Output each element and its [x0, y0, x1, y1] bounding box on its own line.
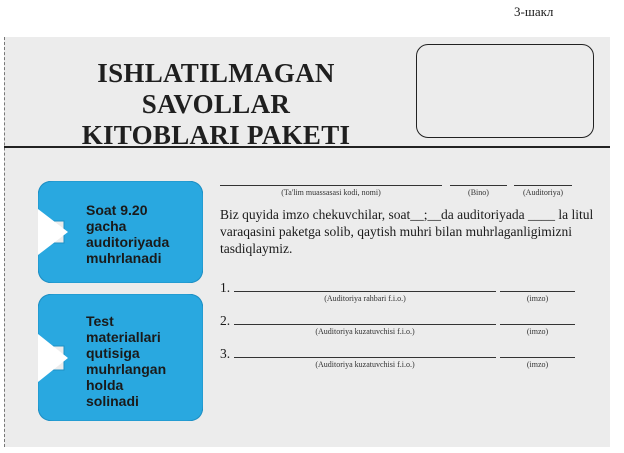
room-caption: (Auditoriya): [523, 188, 563, 197]
step-2-callout: [38, 294, 203, 421]
signature-caption: (imzo): [526, 360, 549, 369]
step-1-callout: [38, 181, 203, 283]
header-divider: [4, 146, 610, 148]
statement-text: Biz quyida imzo chekuvchilar, soat__;__da auditoriyada ____ la litul varaqasini paketga solib, qaytish muhri bilan muhrlaganligimizni tasdiqlaymiz.: [220, 207, 594, 256]
signature-number: 2.: [220, 313, 231, 328]
step-1-text: Soat 9.20 gacha auditoriyada muhrlanadi: [86, 202, 170, 266]
institution-field[interactable]: [220, 185, 442, 186]
name-caption: (Auditoriya kuzatuvchisi f.i.o.): [315, 327, 415, 336]
signature-number: 1.: [220, 280, 231, 295]
building-caption: (Bino): [468, 188, 489, 197]
cut-line: [4, 37, 5, 447]
signature-field[interactable]: [500, 357, 575, 358]
page-title: [20, 58, 412, 151]
signature-caption: (imzo): [526, 294, 549, 303]
name-caption: (Auditoriya kuzatuvchisi f.i.o.): [315, 360, 415, 369]
observer-1-name-field[interactable]: [234, 324, 496, 325]
signature-field[interactable]: [500, 291, 575, 292]
signature-field[interactable]: [500, 324, 575, 325]
signature-caption: (imzo): [526, 327, 549, 336]
rahbar-name-field[interactable]: [234, 291, 496, 292]
step-2-text: Test materiallari qutisiga muhrlangan holda solinadi: [86, 313, 167, 409]
signature-number: 3.: [220, 346, 231, 361]
title-line-1: ISHLATILMAGAN SAVOLLAR: [97, 58, 335, 119]
stamp-box: [416, 44, 594, 138]
form-number: 3-шакл: [514, 4, 554, 19]
title-line-2: KITOBLARI PAKETI: [81, 120, 351, 150]
room-field[interactable]: [514, 185, 572, 186]
institution-caption: (Ta'lim muassasasi kodi, nomi): [281, 188, 381, 197]
name-caption: (Auditoriya rahbari f.i.o.): [324, 294, 406, 303]
observer-2-name-field[interactable]: [234, 357, 496, 358]
building-field[interactable]: [450, 185, 507, 186]
